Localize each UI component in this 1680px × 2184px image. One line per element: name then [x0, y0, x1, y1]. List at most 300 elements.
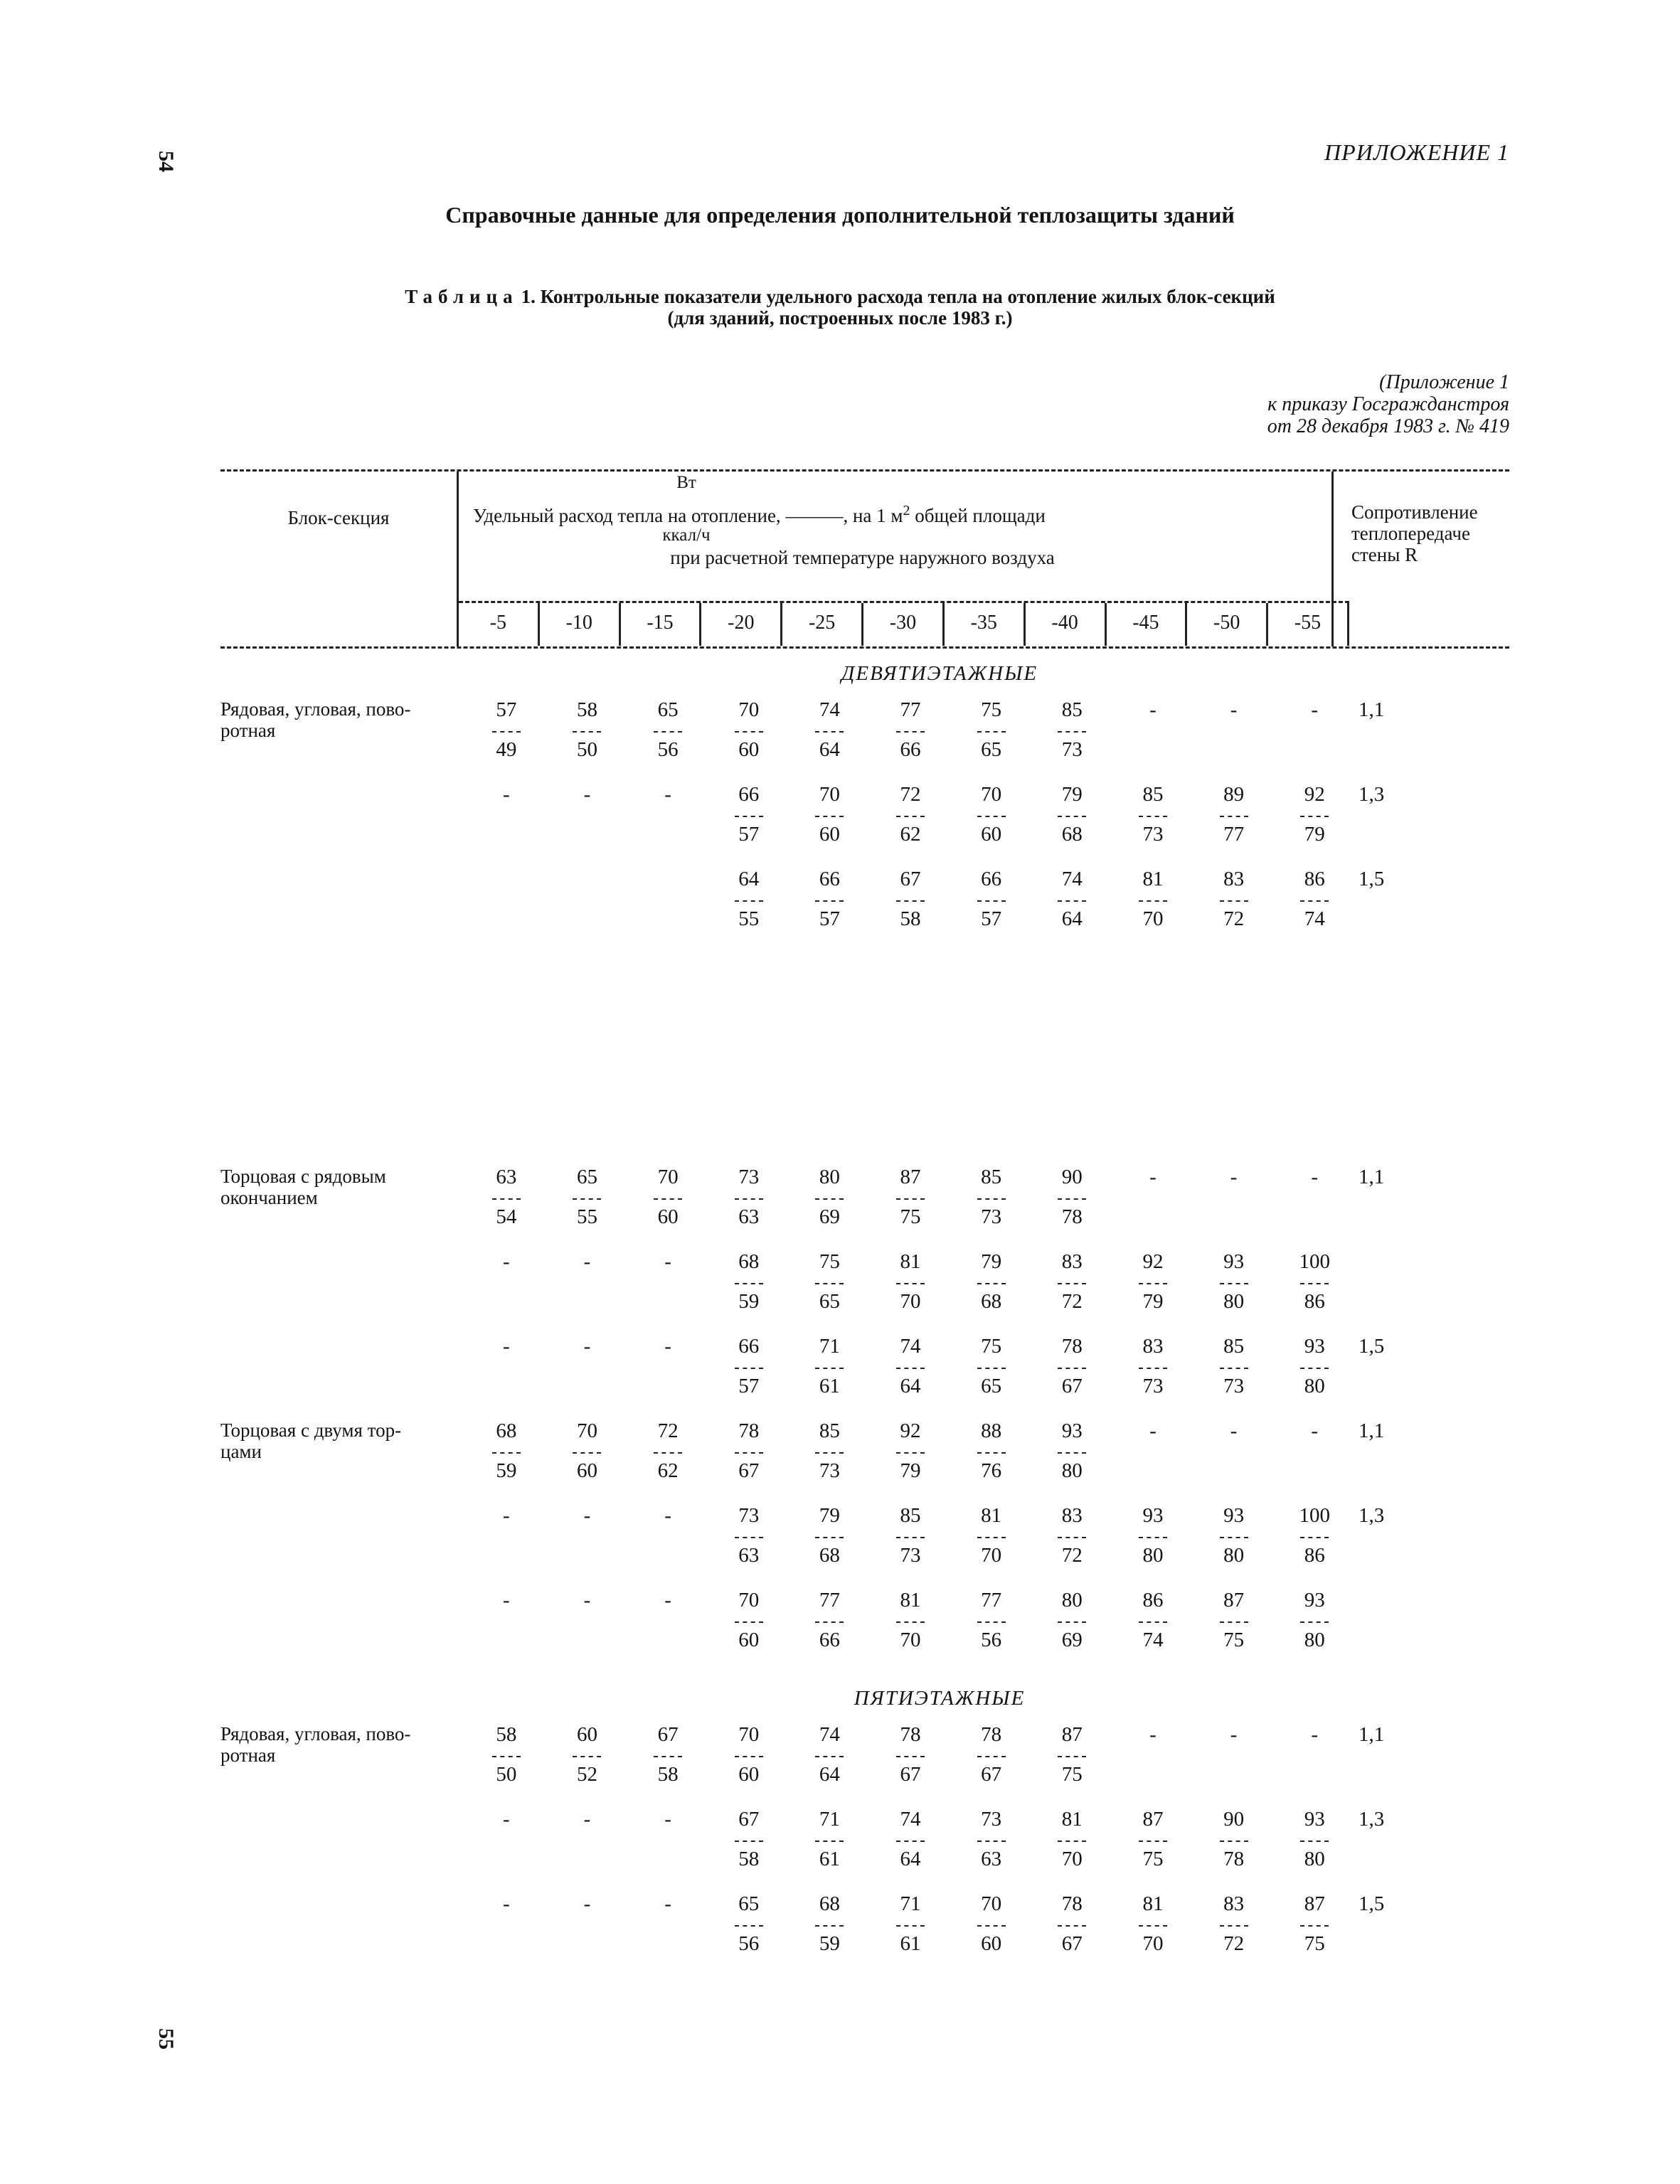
fraction-bar: [815, 1283, 844, 1284]
value-kcal: 70: [900, 1629, 921, 1651]
value-cell: [466, 1504, 547, 1582]
value-kcal: 64: [1061, 907, 1083, 930]
fraction-bar: [1300, 1925, 1329, 1927]
value-wt: 57: [496, 698, 517, 721]
value-cell: [627, 1723, 708, 1801]
fraction-bar: [1220, 1621, 1248, 1623]
fraction-bar: [1058, 1537, 1086, 1538]
temperature-cell: -45: [1107, 603, 1188, 646]
fraction-bar: [815, 1621, 844, 1623]
value-wt: 78: [738, 1419, 760, 1442]
value-cell: [627, 868, 708, 946]
fraction-bar: [815, 1841, 844, 1842]
value-cell: [1274, 1589, 1355, 1667]
value-cell: [870, 1589, 951, 1667]
fraction-bar: [977, 1841, 1006, 1842]
value-kcal: 63: [738, 1544, 760, 1567]
value-kcal: 69: [819, 1205, 840, 1228]
value-cell: [466, 1335, 547, 1413]
value-wt: 64: [738, 868, 760, 890]
value-kcal: 57: [981, 907, 1002, 930]
value-wt: 58: [496, 1723, 517, 1746]
value-cells: [466, 783, 1355, 861]
row-label: [220, 1166, 455, 1208]
value-cell: [870, 1250, 951, 1328]
value-cell: [547, 1723, 628, 1801]
fraction-bar: [735, 1537, 763, 1538]
table-row: [220, 1419, 1509, 1504]
value-wt: 79: [981, 1250, 1002, 1273]
fraction-bar: [1220, 1368, 1248, 1369]
value-cell: [790, 1504, 871, 1582]
value-wt: 71: [819, 1335, 840, 1358]
value-kcal: 58: [738, 1848, 760, 1870]
empty-value: -: [664, 1335, 671, 1358]
fraction-bar: [654, 731, 682, 733]
value-cell: [1112, 1589, 1193, 1667]
fraction-bar: [815, 1925, 844, 1927]
header-resistance-line: стены R: [1351, 544, 1418, 565]
row-label: [220, 1419, 455, 1462]
value-cell: [627, 698, 708, 777]
empty-value: -: [664, 1589, 671, 1612]
fraction-bar: [977, 1925, 1006, 1927]
value-wt: 68: [496, 1419, 517, 1442]
value-wt: 60: [576, 1723, 597, 1746]
empty-value: -: [502, 1250, 510, 1273]
value-cell: [951, 1166, 1032, 1244]
value-wt: 87: [1304, 1892, 1325, 1915]
fraction-bar: [815, 1198, 844, 1200]
value-cell: [1112, 1335, 1193, 1413]
value-cells: [466, 1723, 1355, 1801]
value-wt: 83: [1142, 1335, 1164, 1358]
fraction-bar: [896, 1925, 925, 1927]
value-wt: 63: [496, 1166, 517, 1188]
fraction-bar: [573, 1198, 601, 1200]
value-cell: [1193, 1808, 1275, 1886]
value-cell: [708, 698, 790, 777]
value-kcal: 59: [738, 1290, 760, 1313]
value-kcal: 80: [1061, 1459, 1083, 1482]
value-cell: [627, 1419, 708, 1498]
caption-line2: (для зданий, построенных после 1983 г.): [667, 307, 1013, 329]
fraction-bar: [896, 1841, 925, 1842]
fraction-bar: [896, 1621, 925, 1623]
empty-value: -: [664, 1250, 671, 1273]
value-kcal: 65: [981, 1375, 1002, 1397]
value-wt: 93: [1304, 1589, 1325, 1612]
empty-value: -: [1311, 1723, 1319, 1746]
value-wt: 73: [738, 1504, 760, 1527]
value-cell: [951, 783, 1032, 861]
fraction-bar: [1300, 1841, 1329, 1842]
value-kcal: 70: [900, 1290, 921, 1313]
value-kcal: 64: [819, 1763, 840, 1786]
value-kcal: 80: [1223, 1544, 1245, 1567]
value-kcal: 50: [576, 738, 597, 761]
value-wt: 70: [819, 783, 840, 806]
value-kcal: 60: [738, 1629, 760, 1651]
value-cell: [1031, 1723, 1112, 1801]
value-cell: [1193, 1419, 1275, 1498]
value-cell: [1112, 1808, 1193, 1886]
fraction-bar: [573, 1452, 601, 1454]
value-kcal: 73: [1142, 1375, 1164, 1397]
value-kcal: 75: [900, 1205, 921, 1228]
value-kcal: 68: [819, 1544, 840, 1567]
value-kcal: 60: [981, 823, 1002, 846]
value-cell: [1112, 868, 1193, 946]
table-header: [220, 469, 1509, 649]
value-kcal: 69: [1061, 1629, 1083, 1651]
value-cell: [1274, 1723, 1355, 1801]
wall-resistance: 1,3: [1359, 1808, 1385, 1831]
value-cell: [708, 1808, 790, 1886]
fraction-bar: [654, 1452, 682, 1454]
fraction-bar: [1139, 900, 1167, 902]
fraction-bar: [1058, 1925, 1086, 1927]
row-label-line: Рядовая, угловая, пово-: [220, 698, 411, 720]
value-cell: [1112, 1504, 1193, 1582]
empty-value: -: [502, 1335, 510, 1358]
temperature-cell: -50: [1187, 603, 1268, 646]
value-cell: [627, 1166, 708, 1244]
value-cell: [466, 783, 547, 861]
empty-value: -: [664, 1892, 671, 1915]
value-cell: [1274, 1166, 1355, 1244]
value-wt: 79: [819, 1504, 840, 1527]
empty-value: -: [502, 1892, 510, 1915]
value-kcal: 58: [900, 907, 921, 930]
value-wt: 68: [738, 1250, 760, 1273]
value-wt: 75: [981, 698, 1002, 721]
value-kcal: 66: [900, 738, 921, 761]
value-cell: [1112, 1166, 1193, 1244]
value-wt: 75: [981, 1335, 1002, 1358]
value-cell: [790, 1723, 871, 1801]
value-cell: [1193, 698, 1275, 777]
fraction-bar: [735, 1841, 763, 1842]
fraction-bar: [977, 900, 1006, 902]
fraction-bar: [896, 1198, 925, 1200]
fraction-bar: [1300, 1537, 1329, 1538]
temperature-cell: -10: [540, 603, 621, 646]
table-row: [220, 1723, 1509, 1808]
fraction-bar: [815, 900, 844, 902]
value-cell: [1112, 1723, 1193, 1801]
value-kcal: 63: [738, 1205, 760, 1228]
value-cells: [466, 1250, 1355, 1328]
value-kcal: 60: [576, 1459, 597, 1482]
fraction-bar: [977, 731, 1006, 733]
fraction-bar: [492, 1198, 521, 1200]
empty-value: -: [1149, 698, 1157, 721]
temperature-cell: -20: [701, 603, 782, 646]
value-cell: [466, 1723, 547, 1801]
fraction-bar: [977, 1756, 1006, 1757]
value-cell: [951, 1892, 1032, 1971]
empty-value: -: [583, 783, 591, 806]
page-title: Справочные данные для определения дополнительной теплозащиты зданий: [445, 202, 1235, 228]
value-wt: 80: [819, 1166, 840, 1188]
value-kcal: 76: [981, 1459, 1002, 1482]
value-wt: 78: [981, 1723, 1002, 1746]
value-cell: [1274, 1250, 1355, 1328]
page-number-bottom: 55: [154, 2028, 178, 2050]
value-kcal: 72: [1061, 1544, 1083, 1567]
fraction-bar: [1058, 1621, 1086, 1623]
value-cell: [790, 698, 871, 777]
empty-value: -: [502, 783, 510, 806]
value-cell: [1193, 1504, 1275, 1582]
value-wt: 65: [576, 1166, 597, 1188]
value-wt: 68: [819, 1892, 840, 1915]
value-kcal: 73: [1223, 1375, 1245, 1397]
value-cell: [1031, 1504, 1112, 1582]
value-cell: [1031, 868, 1112, 946]
fraction-bar: [735, 1756, 763, 1757]
empty-value: -: [1230, 1419, 1238, 1442]
fraction-bar: [896, 1452, 925, 1454]
section-title: ДЕВЯТИЭТАЖНЫЕ: [841, 662, 1038, 685]
value-wt: 74: [1061, 868, 1083, 890]
value-cell: [547, 868, 628, 946]
value-cell: [951, 868, 1032, 946]
value-cell: [547, 1589, 628, 1667]
caption-text: 1. Контрольные показатели удельного расхода тепла на отопление жилых блок-секций: [521, 286, 1275, 307]
value-cell: [547, 1504, 628, 1582]
value-cell: [1193, 1723, 1275, 1801]
wall-resistance: 1,5: [1359, 1892, 1385, 1915]
value-kcal: 74: [1304, 907, 1325, 930]
empty-value: -: [1149, 1166, 1157, 1188]
value-wt: 73: [738, 1166, 760, 1188]
value-kcal: 75: [1223, 1629, 1245, 1651]
value-cell: [1112, 698, 1193, 777]
value-wt: 85: [900, 1504, 921, 1527]
value-cell: [951, 698, 1032, 777]
value-wt: 78: [1061, 1892, 1083, 1915]
temperature-header-row: [459, 601, 1349, 646]
value-cell: [466, 868, 547, 946]
fraction-bar: [1139, 1283, 1167, 1284]
value-cell: [1031, 1250, 1112, 1328]
temperature-cell: -40: [1026, 603, 1107, 646]
value-cell: [1031, 698, 1112, 777]
value-wt: 70: [981, 1892, 1002, 1915]
value-kcal: 72: [1223, 1932, 1245, 1955]
value-wt: 93: [1304, 1808, 1325, 1831]
value-kcal: 64: [819, 738, 840, 761]
wall-resistance: 1,1: [1359, 1723, 1385, 1746]
value-wt: 78: [900, 1723, 921, 1746]
value-kcal: 80: [1304, 1375, 1325, 1397]
value-cell: [951, 1504, 1032, 1582]
empty-value: -: [1230, 698, 1238, 721]
header-text-d: при расчетной температуре наружного воздуха: [670, 547, 1055, 568]
value-kcal: 57: [819, 907, 840, 930]
value-cells: [466, 1335, 1355, 1413]
fraction-bar: [896, 816, 925, 817]
value-cell: [951, 1808, 1032, 1886]
value-wt: 87: [1223, 1589, 1245, 1612]
value-cell: [547, 1166, 628, 1244]
fraction-bar: [1220, 1283, 1248, 1284]
fraction-bar: [815, 1537, 844, 1538]
fraction-bar: [573, 1756, 601, 1757]
value-wt: 71: [819, 1808, 840, 1831]
empty-value: -: [583, 1892, 591, 1915]
empty-value: -: [583, 1808, 591, 1831]
page-number-top: 54: [154, 151, 178, 172]
value-cell: [870, 868, 951, 946]
row-label-line: окончанием: [220, 1187, 318, 1208]
value-wt: 77: [981, 1589, 1002, 1612]
value-wt: 70: [657, 1166, 679, 1188]
row-label-line: Рядовая, угловая, пово-: [220, 1723, 411, 1744]
value-wt: 87: [1061, 1723, 1083, 1746]
value-cell: [466, 1166, 547, 1244]
fraction-bar: [1220, 816, 1248, 817]
empty-value: -: [583, 1250, 591, 1273]
header-block-section: Блок-секция: [287, 507, 390, 528]
empty-value: -: [664, 1808, 671, 1831]
value-cell: [547, 1250, 628, 1328]
value-wt: 81: [1142, 868, 1164, 890]
table-row: [220, 783, 1509, 868]
fraction-bar: [896, 1283, 925, 1284]
value-wt: 100: [1299, 1250, 1330, 1273]
value-kcal: 64: [900, 1848, 921, 1870]
value-cell: [870, 1335, 951, 1413]
table-row: [220, 868, 1509, 952]
table-row: [220, 698, 1509, 783]
fraction-bar: [654, 1756, 682, 1757]
value-cell: [1193, 1166, 1275, 1244]
fraction-bar: [492, 1452, 521, 1454]
value-cell: [951, 1335, 1032, 1413]
fraction-bar: [815, 816, 844, 817]
value-cell: [1274, 1335, 1355, 1413]
value-cell: [1274, 1504, 1355, 1582]
value-kcal: 60: [657, 1205, 679, 1228]
unit-numerator: Вт: [676, 473, 696, 492]
value-wt: 70: [738, 1589, 760, 1612]
table-caption: [0, 286, 1680, 329]
value-cell: [870, 1419, 951, 1498]
value-wt: 81: [981, 1504, 1002, 1527]
header-text-line: [473, 503, 1046, 527]
value-kcal: 78: [1223, 1848, 1245, 1870]
wall-resistance: 1,1: [1359, 698, 1385, 721]
value-cell: [1112, 1419, 1193, 1498]
fraction-bar: [896, 731, 925, 733]
value-wt: 66: [981, 868, 1002, 890]
fraction-bar: [492, 1756, 521, 1757]
fraction-bar: [1139, 1621, 1167, 1623]
value-cell: [627, 1335, 708, 1413]
fraction-bar: [977, 1621, 1006, 1623]
value-cell: [790, 1589, 871, 1667]
fraction-bar: [1300, 1368, 1329, 1369]
reference-note: [1267, 371, 1509, 437]
value-cell: [790, 1419, 871, 1498]
row-label: [220, 1723, 455, 1766]
value-cell: [1274, 783, 1355, 861]
value-cell: [870, 1504, 951, 1582]
value-cell: [1031, 1589, 1112, 1667]
fraction-bar: [1058, 1452, 1086, 1454]
value-cell: [708, 783, 790, 861]
header-resistance-line: Сопротивление: [1351, 501, 1478, 523]
fraction-bar: [896, 900, 925, 902]
value-kcal: 70: [981, 1544, 1002, 1567]
empty-value: -: [1311, 698, 1319, 721]
fraction-bar: [1220, 1925, 1248, 1927]
fraction-bar: [896, 1368, 925, 1369]
fraction-bar: [1139, 1368, 1167, 1369]
value-cells: [466, 1166, 1355, 1244]
value-wt: 79: [1061, 783, 1083, 806]
value-cell: [1193, 783, 1275, 861]
value-cell: [627, 1589, 708, 1667]
value-kcal: 66: [819, 1629, 840, 1651]
value-kcal: 60: [738, 1763, 760, 1786]
empty-value: -: [664, 783, 671, 806]
value-kcal: 86: [1304, 1544, 1325, 1567]
fraction-bar: [1058, 1283, 1086, 1284]
value-wt: 85: [1223, 1335, 1245, 1358]
value-wt: 85: [819, 1419, 840, 1442]
value-kcal: 64: [900, 1375, 921, 1397]
value-kcal: 73: [900, 1544, 921, 1567]
value-wt: 83: [1061, 1504, 1083, 1527]
value-cells: [466, 868, 1355, 946]
row-label: [220, 698, 455, 741]
value-cell: [790, 1166, 871, 1244]
value-cell: [1274, 868, 1355, 946]
value-cell: [1031, 1892, 1112, 1971]
table-row: [220, 1589, 1509, 1673]
value-kcal: 75: [1142, 1848, 1164, 1870]
row-label-line: Торцовая с рядовым: [220, 1166, 386, 1187]
value-wt: 74: [900, 1808, 921, 1831]
temperature-cell: -15: [621, 603, 702, 646]
value-cell: [1112, 1250, 1193, 1328]
value-wt: 83: [1223, 1892, 1245, 1915]
table-body: [220, 649, 1509, 1977]
value-wt: 92: [900, 1419, 921, 1442]
unit-denominator: ккал/ч: [662, 526, 711, 545]
value-wt: 93: [1304, 1335, 1325, 1358]
fraction-bar: [735, 1925, 763, 1927]
temperature-cell: -30: [863, 603, 945, 646]
value-kcal: 80: [1304, 1848, 1325, 1870]
value-cell: [870, 1166, 951, 1244]
value-wt: 74: [900, 1335, 921, 1358]
empty-value: -: [502, 1504, 510, 1527]
value-cell: [1031, 1166, 1112, 1244]
value-kcal: 63: [981, 1848, 1002, 1870]
fraction-bar: [1058, 1756, 1086, 1757]
value-cell: [708, 1166, 790, 1244]
value-kcal: 70: [1142, 1932, 1164, 1955]
value-kcal: 67: [738, 1459, 760, 1482]
table-row: [220, 1335, 1509, 1419]
value-kcal: 61: [819, 1848, 840, 1870]
value-cell: [790, 1808, 871, 1886]
